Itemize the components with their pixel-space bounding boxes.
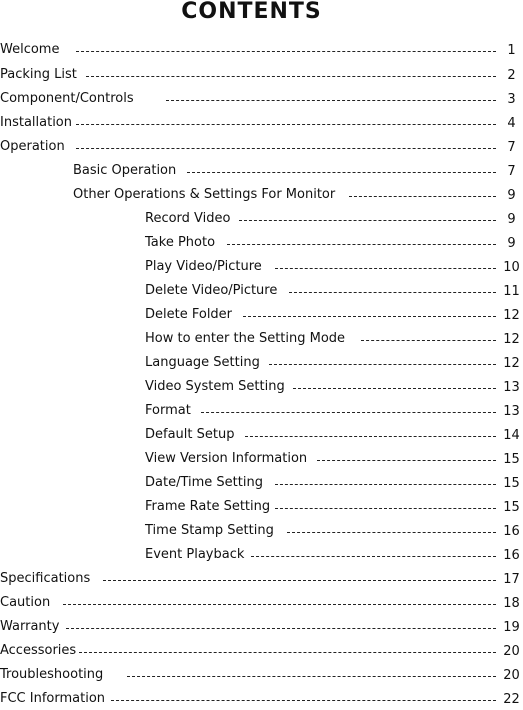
toc-entry (0, 690, 523, 710)
toc-entry (0, 642, 523, 662)
toc-entry (0, 186, 523, 206)
toc-leader-dots (86, 76, 496, 77)
toc-leader-dots (275, 508, 496, 509)
toc-entry (0, 666, 523, 686)
toc-entry-label: Language Setting (145, 355, 260, 370)
toc-leader-dots (111, 700, 496, 701)
toc-entry (0, 66, 523, 86)
toc-entry-label: Frame Rate Setting (145, 499, 271, 514)
toc-leader-dots (289, 292, 496, 293)
toc-entry-page-number: 12 (503, 332, 520, 347)
toc-entry-label: Caution (0, 595, 51, 610)
toc-entry (0, 450, 523, 470)
toc-entry (0, 114, 523, 134)
toc-entry (0, 570, 523, 590)
toc-entry-label: View Version Information (145, 451, 308, 466)
toc-entry-label: Delete Folder (145, 307, 233, 322)
toc-entry-label: Time Stamp Setting (145, 523, 274, 538)
toc-entry (0, 522, 523, 542)
toc-entry-label: Take Photo (145, 235, 216, 250)
toc-entry-label: Specifications (0, 571, 91, 586)
toc-entry-page-number: 15 (503, 500, 520, 515)
toc-leader-dots (127, 676, 496, 677)
toc-entry-label: Event Playback (145, 547, 245, 562)
toc-entry-page-number: 4 (507, 116, 516, 131)
toc-entry-label: Delete Video/Picture (145, 283, 278, 298)
toc-entry (0, 474, 523, 494)
toc-leader-dots (269, 364, 496, 365)
toc-entry-label: Play Video/Picture (145, 259, 262, 274)
toc-entry (0, 402, 523, 422)
toc-leader-dots (63, 604, 496, 605)
toc-entry-page-number: 9 (507, 188, 516, 203)
toc-leader-dots (79, 652, 496, 653)
toc-entry (0, 162, 523, 182)
toc-entry (0, 210, 523, 230)
toc-entry-page-number: 14 (503, 428, 520, 443)
toc-leader-dots (275, 268, 496, 269)
toc-entry (0, 138, 523, 158)
toc-entry-page-number: 19 (503, 620, 520, 635)
toc-entry-label: Operation (0, 139, 65, 154)
toc-entry-page-number: 20 (503, 668, 520, 683)
toc-entry-page-number: 7 (507, 140, 516, 155)
toc-entry-page-number: 15 (503, 476, 520, 491)
toc-entry (0, 306, 523, 326)
toc-entry-label: Packing List (0, 67, 77, 82)
toc-entry-page-number: 7 (507, 164, 516, 179)
toc-leader-dots (245, 436, 496, 437)
toc-leader-dots (317, 460, 496, 461)
toc-leader-dots (275, 484, 496, 485)
toc-entry-label: Accessories (0, 643, 77, 658)
contents-title: CONTENTS (181, 0, 322, 24)
toc-leader-dots (201, 412, 496, 413)
toc-entry-page-number: 12 (503, 308, 520, 323)
toc-entry-page-number: 22 (503, 692, 520, 707)
toc-entry-label: How to enter the Setting Mode (145, 331, 346, 346)
toc-leader-dots (243, 316, 496, 317)
toc-entry (0, 330, 523, 350)
toc-entry-page-number: 2 (507, 68, 516, 83)
toc-entry-page-number: 16 (503, 548, 520, 563)
toc-entry (0, 546, 523, 566)
toc-entry (0, 90, 523, 110)
toc-entry (0, 354, 523, 374)
toc-entry (0, 378, 523, 398)
toc-entry-page-number: 15 (503, 452, 520, 467)
toc-entry-page-number: 13 (503, 404, 520, 419)
toc-leader-dots (251, 556, 496, 557)
toc-entry-label: Record Video (145, 211, 231, 226)
toc-entry-page-number: 1 (507, 43, 516, 58)
toc-leader-dots (287, 532, 496, 533)
toc-entry (0, 282, 523, 302)
toc-entry-page-number: 10 (503, 260, 520, 275)
toc-entry-page-number: 11 (503, 284, 520, 299)
toc-entry-page-number: 3 (507, 92, 516, 107)
toc-leader-dots (239, 220, 496, 221)
toc-entry-label: FCC Information (0, 691, 106, 706)
toc-entry-label: Default Setup (145, 427, 235, 442)
toc-entry-page-number: 9 (507, 236, 516, 251)
toc-leader-dots (76, 148, 496, 149)
toc-entry-page-number: 12 (503, 356, 520, 371)
toc-entry-page-number: 20 (503, 644, 520, 659)
toc-leader-dots (361, 340, 496, 341)
toc-leader-dots (349, 196, 496, 197)
toc-entry-page-number: 17 (503, 572, 520, 587)
toc-entry-label: Video System Setting (145, 379, 285, 394)
toc-entry (0, 498, 523, 518)
toc-leader-dots (103, 580, 496, 581)
toc-leader-dots (187, 172, 496, 173)
toc-entry (0, 618, 523, 638)
toc-entry (0, 258, 523, 278)
toc-entry-label: Welcome (0, 42, 60, 57)
toc-entry-page-number: 18 (503, 596, 520, 611)
toc-entry-page-number: 9 (507, 212, 516, 227)
toc-entry (0, 594, 523, 614)
toc-leader-dots (166, 100, 496, 101)
toc-entry-label: Component/Controls (0, 91, 134, 106)
toc-entry (0, 234, 523, 254)
toc-entry (0, 41, 523, 61)
toc-entry-label: Basic Operation (73, 163, 177, 178)
toc-leader-dots (227, 244, 496, 245)
toc-entry-label: Installation (0, 115, 73, 130)
toc-entry-label: Date/Time Setting (145, 475, 263, 490)
toc-leader-dots (293, 388, 496, 389)
toc-entry (0, 426, 523, 446)
toc-leader-dots (76, 51, 496, 52)
toc-leader-dots (76, 124, 496, 125)
toc-entry-label: Format (145, 403, 191, 418)
toc-entry-page-number: 13 (503, 380, 520, 395)
toc-entry-label: Other Operations & Settings For Monitor (73, 187, 336, 202)
toc-entry-page-number: 16 (503, 524, 520, 539)
toc-leader-dots (66, 628, 496, 629)
toc-entry-label: Warranty (0, 619, 60, 634)
toc-entry-label: Troubleshooting (0, 667, 104, 682)
